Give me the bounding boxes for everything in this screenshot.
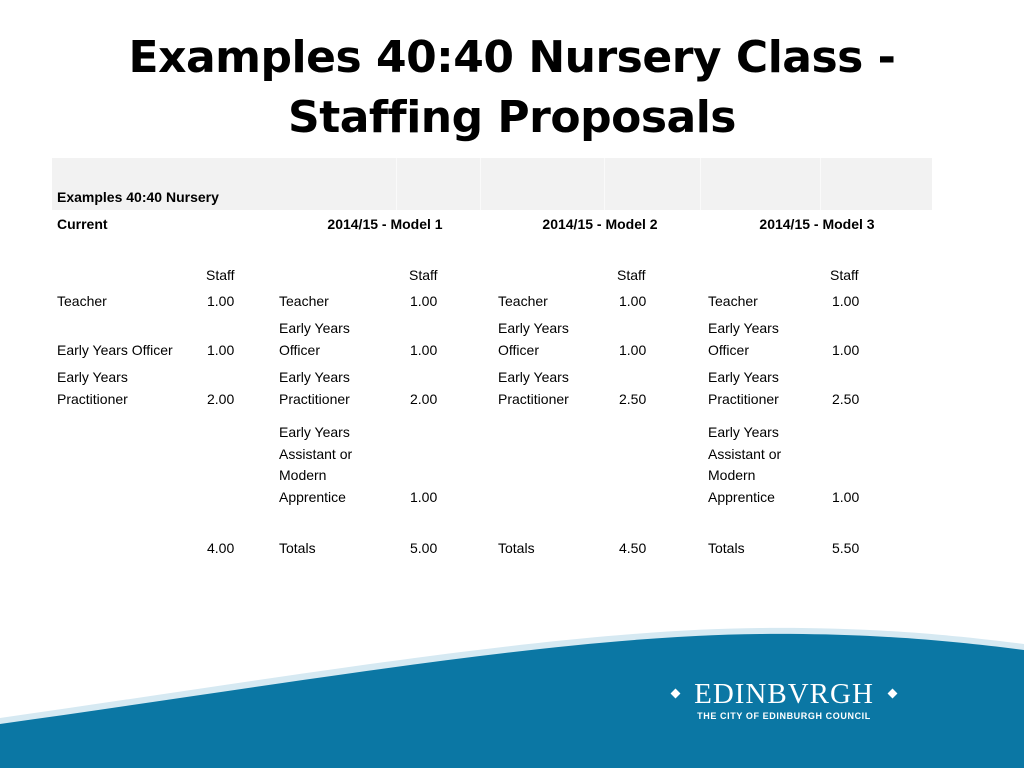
current-role-officer: Early Years Officer — [57, 342, 173, 358]
m3-total: 5.50 — [832, 540, 860, 556]
current-role-teacher: Teacher — [57, 293, 107, 309]
m1-role-officer-l1: Early Years — [279, 320, 350, 336]
m3-staff-officer: 1.00 — [832, 342, 860, 358]
m1-total: 5.00 — [410, 540, 438, 556]
m1-role-teacher: Teacher — [279, 293, 329, 309]
current-staff-practitioner: 2.00 — [207, 391, 235, 407]
diamond-icon — [671, 689, 681, 699]
header-model-2: 2014/15 - Model 2 — [542, 216, 658, 232]
m1-role-assistant-l2: Assistant or — [279, 446, 353, 462]
m2-role-teacher: Teacher — [498, 293, 548, 309]
diamond-icon — [888, 689, 898, 699]
m3-staff-practitioner: 2.50 — [832, 391, 860, 407]
m3-role-teacher: Teacher — [708, 293, 758, 309]
band-divider — [700, 158, 701, 210]
m2-staff-teacher: 1.00 — [619, 293, 647, 309]
m3-role-officer-l1: Early Years — [708, 320, 779, 336]
slide-title — [0, 28, 1024, 148]
band-divider — [604, 158, 605, 210]
logo-name: EDINBVRGH — [694, 678, 874, 710]
m2-total: 4.50 — [619, 540, 647, 556]
title-line-2: Staffing Proposals — [288, 92, 736, 143]
m2-role-practitioner-l2: Practitioner — [498, 391, 569, 407]
m1-staff-officer: 1.00 — [410, 342, 438, 358]
m3-role-assistant-l1: Early Years — [708, 424, 779, 440]
title-line-1: Examples 40:40 Nursery Class - — [128, 32, 896, 83]
current-role-practitioner-l1: Early Years — [57, 369, 128, 385]
m1-role-practitioner-l1: Early Years — [279, 369, 350, 385]
m2-staff-officer: 1.00 — [619, 342, 647, 358]
current-role-practitioner-l2: Practitioner — [57, 391, 128, 407]
staff-label: Staff — [830, 267, 859, 283]
m2-total-label: Totals — [498, 540, 535, 556]
staff-label: Staff — [409, 267, 438, 283]
m1-staff-practitioner: 2.00 — [410, 391, 438, 407]
m3-staff-assistant: 1.00 — [832, 489, 860, 505]
logo-tagline: THE CITY OF EDINBURGH COUNCIL — [697, 711, 871, 721]
band-divider — [820, 158, 821, 210]
table-caption: Examples 40:40 Nursery — [57, 189, 219, 205]
m1-role-assistant-l4: Apprentice — [279, 489, 346, 505]
m1-role-assistant-l1: Early Years — [279, 424, 350, 440]
m3-role-practitioner-l2: Practitioner — [708, 391, 779, 407]
m1-role-practitioner-l2: Practitioner — [279, 391, 350, 407]
band-divider — [480, 158, 481, 210]
m3-role-assistant-l4: Apprentice — [708, 489, 775, 505]
m3-total-label: Totals — [708, 540, 745, 556]
staff-label: Staff — [206, 267, 235, 283]
staff-label: Staff — [617, 267, 646, 283]
m2-role-practitioner-l1: Early Years — [498, 369, 569, 385]
current-total: 4.00 — [207, 540, 235, 556]
m1-role-officer-l2: Officer — [279, 342, 320, 358]
m2-role-officer-l2: Officer — [498, 342, 539, 358]
header-model-1: 2014/15 - Model 1 — [327, 216, 443, 232]
m1-role-assistant-l3: Modern — [279, 467, 327, 483]
header-current: Current — [57, 216, 108, 232]
current-staff-teacher: 1.00 — [207, 293, 235, 309]
m2-staff-practitioner: 2.50 — [619, 391, 647, 407]
m1-staff-assistant: 1.00 — [410, 489, 438, 505]
edinburgh-logo — [668, 678, 900, 728]
band-divider — [396, 158, 397, 210]
m3-role-officer-l2: Officer — [708, 342, 749, 358]
m3-role-assistant-l3: Modern — [708, 467, 756, 483]
m3-role-assistant-l2: Assistant or — [708, 446, 782, 462]
header-model-3: 2014/15 - Model 3 — [759, 216, 875, 232]
current-staff-officer: 1.00 — [207, 342, 235, 358]
m3-role-practitioner-l1: Early Years — [708, 369, 779, 385]
m2-role-officer-l1: Early Years — [498, 320, 569, 336]
m1-staff-teacher: 1.00 — [410, 293, 438, 309]
m3-staff-teacher: 1.00 — [832, 293, 860, 309]
m1-total-label: Totals — [279, 540, 316, 556]
